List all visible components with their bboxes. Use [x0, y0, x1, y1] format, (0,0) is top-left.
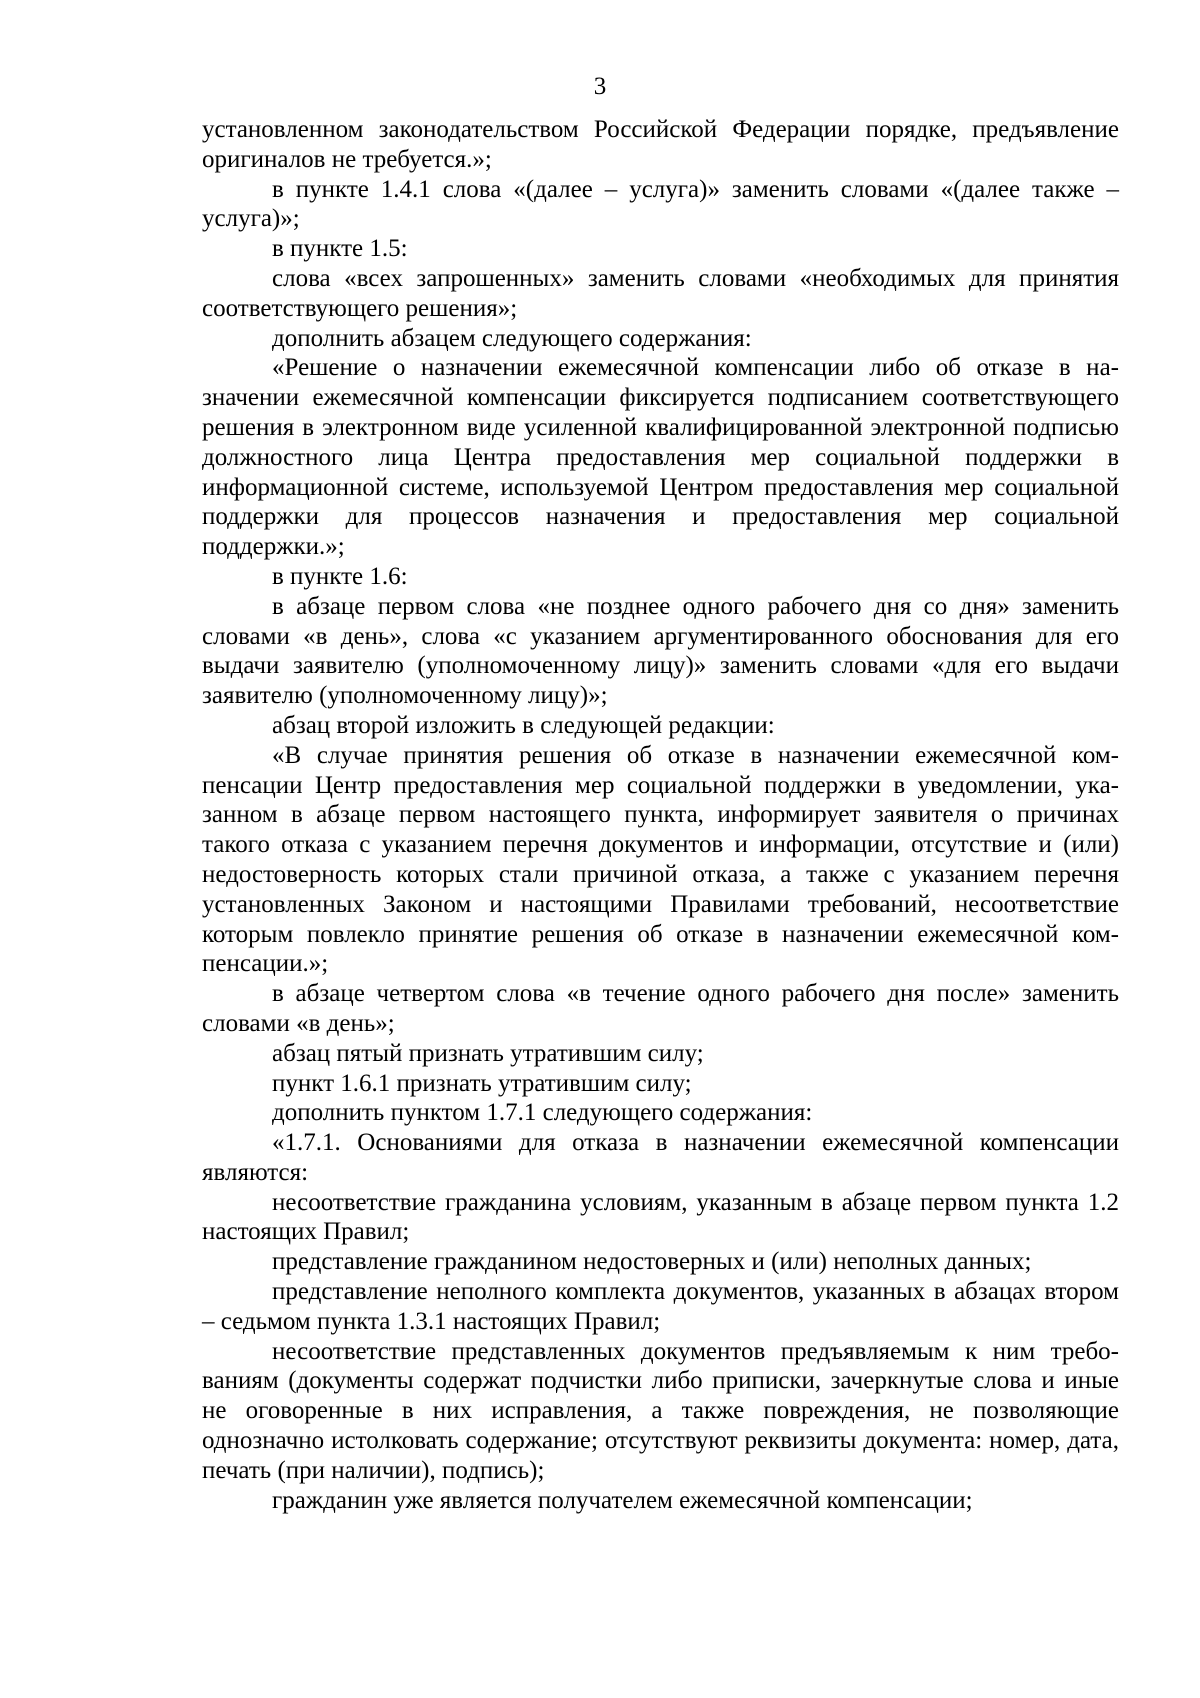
paragraph: в пункте 1.5: [272, 235, 408, 263]
paragraph: несоответствие представленных документов предъявляемым к ним требованиям (документы содержат подчистки либо приписки, зачеркнутые слова и иные не оговоренные в них исправления, а также повреждения, не позволяющие однозначно истолковать содержание; отсутствуют реквизиты документа: номер, дата, печать (при наличии), подпись); [202, 1337, 1119, 1484]
paragraph: слова «всех запрошенных» заменить словами «необходимых для принятия соответствующего решения»; [202, 264, 1119, 322]
paragraph: «В случае принятия решения об отказе в назначении ежемесячной компенсации Центр предоставления мер социальной поддержки в уведомлении, указанном в абзаце первом настоящего пункта, информирует заявителя о причинах такого отказа с указанием перечня документов и информации, отсутствие и (или) недостоверность которых стали причиной отказа, а также с указанием перечня установленных Законом и настоящими Правилами требований, несоответствие которым повлекло принятие решения об отказе в назначении ежемесячной компенсации.»; [202, 741, 1119, 978]
paragraph: дополнить абзацем следующего содержания: [272, 324, 752, 352]
paragraph: «1.7.1. Основаниями для отказа в назначении ежемесячной компенсации являются: [202, 1129, 1119, 1186]
paragraph: несоответствие гражданина условиям, указанным в абзаце первом пункта 1.2 настоящих Правил; [202, 1188, 1119, 1246]
paragraph: представление неполного комплекта документов, указанных в абзацах втором – седьмом пункта 1.3.1 настоящих Правил; [202, 1278, 1119, 1335]
paragraph: представление гражданином недостоверных и (или) неполных данных; [272, 1248, 1032, 1276]
paragraph: гражданин уже является получателем ежемесячной компенсации; [272, 1486, 973, 1514]
paragraph: «Решение о назначении ежемесячной компенсации либо об отказе в назначении ежемесячной компенсации фиксируется подписанием соответствующего решения в электронном виде усиленной квалифицированной электронной подписью должностного лица Центра предоставления мер социальной поддержки в информационной системе, используемой Центром предоставления мер социальной поддержки для процессов назначения и предоставления мер социальной поддержки.»; [202, 354, 1119, 561]
paragraph: в абзаце первом слова «не позднее одного рабочего дня со дня» заменить словами «в день», слова «с указанием аргументированного обоснования для его выдачи заявителю (уполномоченному лицу)» заменить словами «для его выдачи заявителю (уполномоченному лицу)»; [202, 592, 1119, 710]
paragraph: абзац второй изложить в следующей редакции: [272, 711, 775, 739]
paragraph: дополнить пунктом 1.7.1 следующего содержания: [272, 1099, 813, 1127]
paragraph: абзац пятый признать утратившим силу; [272, 1039, 704, 1067]
paragraph: установленном законодательством Российской Федерации порядке, предъявление оригиналов не требуется.»; [202, 116, 1119, 173]
document-body [202, 115, 1119, 1515]
paragraph: пункт 1.6.1 признать утратившим силу; [272, 1069, 692, 1097]
paragraph: в пункте 1.6: [272, 562, 408, 590]
paragraph: в абзаце четвертом слова «в течение одного рабочего дня после» заменить словами «в день»; [202, 980, 1119, 1037]
page-number: 3 [593, 73, 607, 100]
paragraph: в пункте 1.4.1 слова «(далее – услуга)» заменить словами «(далее также – услуга)»; [202, 175, 1119, 233]
